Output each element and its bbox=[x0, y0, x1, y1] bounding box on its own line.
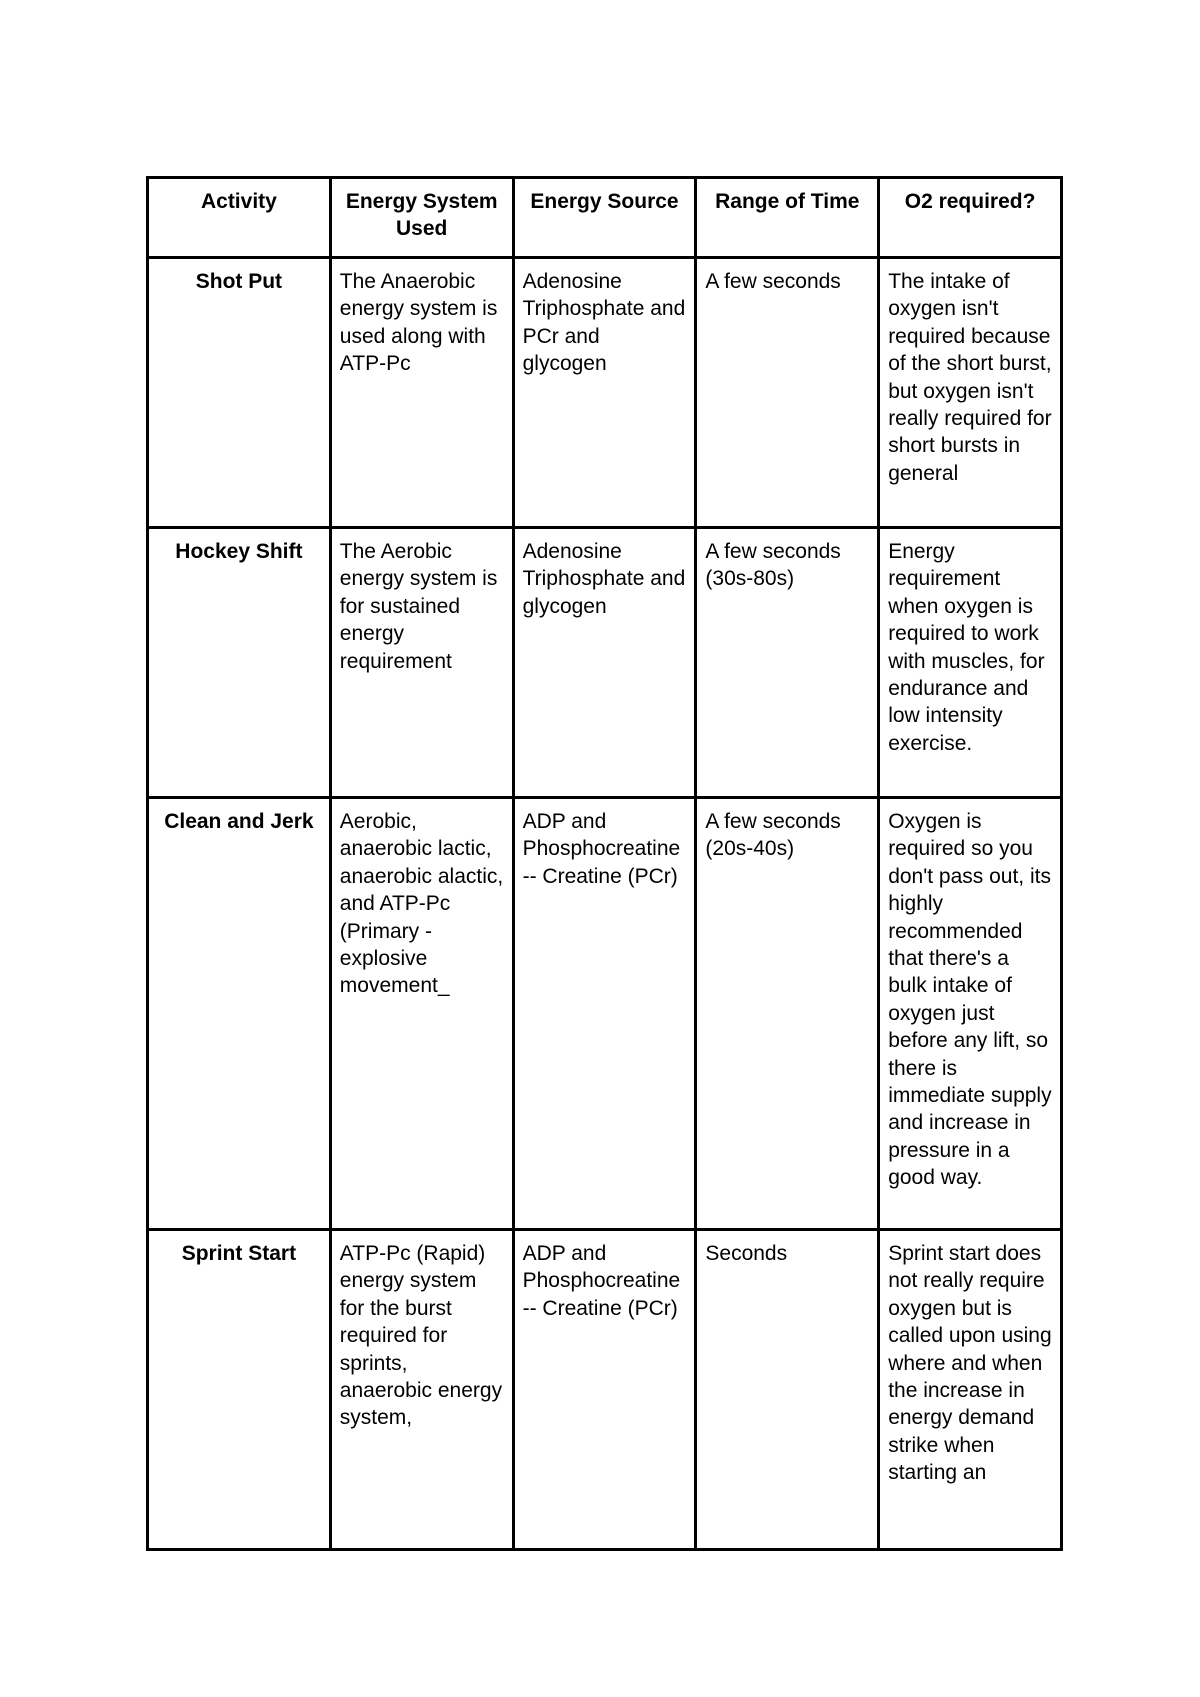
activity-cell: Hockey Shift bbox=[148, 528, 331, 798]
activity-cell: Shot Put bbox=[148, 258, 331, 528]
header-o2-required: O2 required? bbox=[879, 178, 1062, 258]
table-row bbox=[148, 258, 1062, 528]
o2-required-cell: Oxygen is required so you don't pass out, its highly recommended that there's a bulk intake of oxygen just before any lift, so there is immediate supply and increase in pressure in a good way. bbox=[879, 798, 1062, 1230]
time-range-cell: Seconds bbox=[696, 1230, 879, 1550]
energy-source-cell: Adenosine Triphosphate and PCr and glycogen bbox=[513, 258, 696, 528]
time-range-cell: A few seconds (30s-80s) bbox=[696, 528, 879, 798]
energy-source-cell: ADP and Phosphocreatine -- Creatine (PCr) bbox=[513, 1230, 696, 1550]
time-range-cell: A few seconds bbox=[696, 258, 879, 528]
o2-required-cell: The intake of oxygen isn't required because of the short burst, but oxygen isn't really required for short bursts in general bbox=[879, 258, 1062, 528]
energy-system-cell: The Aerobic energy system is for sustained energy requirement bbox=[330, 528, 513, 798]
table-row bbox=[148, 1230, 1062, 1550]
time-range-cell: A few seconds (20s-40s) bbox=[696, 798, 879, 1230]
table-header-row bbox=[148, 178, 1062, 258]
o2-required-cell: Sprint start does not really require oxygen but is called upon using where and when the increase in energy demand strike when starting an bbox=[879, 1230, 1062, 1550]
header-time-range: Range of Time bbox=[696, 178, 879, 258]
activity-cell: Clean and Jerk bbox=[148, 798, 331, 1230]
energy-system-cell: Aerobic, anaerobic lactic, anaerobic alactic, and ATP-Pc (Primary - explosive movement_ bbox=[330, 798, 513, 1230]
energy-system-cell: The Anaerobic energy system is used along with ATP-Pc bbox=[330, 258, 513, 528]
header-activity: Activity bbox=[148, 178, 331, 258]
energy-source-cell: ADP and Phosphocreatine -- Creatine (PCr) bbox=[513, 798, 696, 1230]
table-row bbox=[148, 528, 1062, 798]
energy-systems-table bbox=[146, 176, 1063, 1551]
header-energy-source: Energy Source bbox=[513, 178, 696, 258]
activity-cell: Sprint Start bbox=[148, 1230, 331, 1550]
o2-required-cell: Energy requirement when oxygen is required to work with muscles, for endurance and low intensity exercise. bbox=[879, 528, 1062, 798]
table-row bbox=[148, 798, 1062, 1230]
energy-source-cell: Adenosine Triphosphate and glycogen bbox=[513, 528, 696, 798]
header-energy-system: Energy System Used bbox=[330, 178, 513, 258]
energy-system-cell: ATP-Pc (Rapid) energy system for the burst required for sprints, anaerobic energy system, bbox=[330, 1230, 513, 1550]
